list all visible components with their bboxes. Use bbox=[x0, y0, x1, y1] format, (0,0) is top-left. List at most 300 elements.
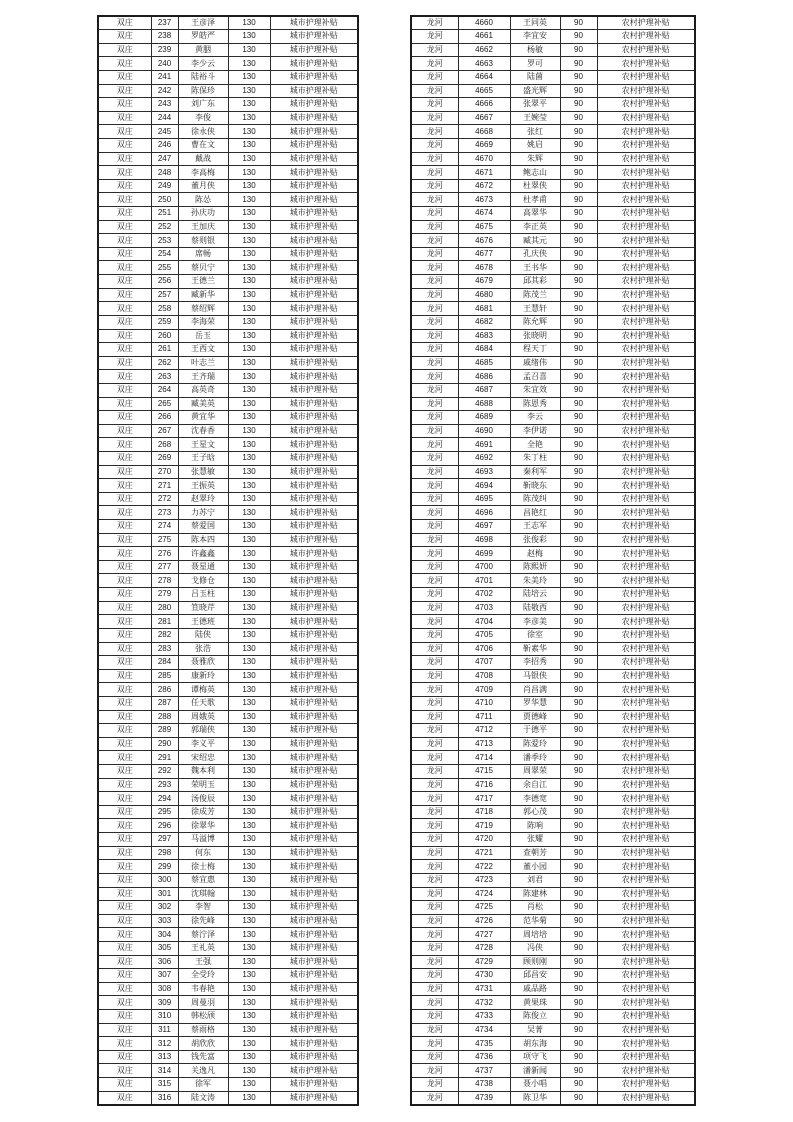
cell-amount: 130 bbox=[228, 737, 270, 751]
cell-amount: 90 bbox=[560, 465, 597, 479]
cell-amount: 130 bbox=[228, 724, 270, 738]
cell-subsidy-type: 城市护理补贴 bbox=[270, 1023, 358, 1037]
table-row bbox=[98, 860, 358, 874]
cell-location: 龙河 bbox=[411, 315, 458, 329]
cell-number: 278 bbox=[151, 574, 178, 588]
cell-number: 4688 bbox=[458, 397, 510, 411]
cell-number: 4711 bbox=[458, 710, 510, 724]
cell-amount: 130 bbox=[228, 615, 270, 629]
cell-subsidy-type: 农村护理补贴 bbox=[597, 901, 695, 915]
cell-amount: 130 bbox=[228, 70, 270, 84]
table-row bbox=[411, 329, 695, 343]
cell-amount: 130 bbox=[228, 138, 270, 152]
table-row bbox=[98, 397, 358, 411]
cell-location: 龙河 bbox=[411, 765, 458, 779]
cell-amount: 130 bbox=[228, 315, 270, 329]
cell-subsidy-type: 城市护理补贴 bbox=[270, 438, 358, 452]
cell-name: 戚品路 bbox=[510, 982, 560, 996]
cell-amount: 130 bbox=[228, 996, 270, 1010]
cell-name: 郭瑞侠 bbox=[178, 724, 228, 738]
cell-location: 龙河 bbox=[411, 193, 458, 207]
cell-name: 力苏宁 bbox=[178, 506, 228, 520]
table-row bbox=[98, 819, 358, 833]
table-row bbox=[411, 873, 695, 887]
cell-number: 4705 bbox=[458, 628, 510, 642]
cell-subsidy-type: 农村护理补贴 bbox=[597, 411, 695, 425]
cell-location: 龙河 bbox=[411, 792, 458, 806]
cell-location: 龙河 bbox=[411, 520, 458, 534]
cell-location: 双庄 bbox=[98, 615, 151, 629]
cell-name: 王礼英 bbox=[178, 941, 228, 955]
cell-location: 双庄 bbox=[98, 941, 151, 955]
cell-subsidy-type: 城市护理补贴 bbox=[270, 98, 358, 112]
cell-location: 双庄 bbox=[98, 696, 151, 710]
cell-number: 237 bbox=[151, 16, 178, 30]
cell-number: 4675 bbox=[458, 220, 510, 234]
cell-name: 陆文涛 bbox=[178, 1091, 228, 1105]
cell-number: 4684 bbox=[458, 343, 510, 357]
table-row bbox=[98, 805, 358, 819]
cell-amount: 130 bbox=[228, 397, 270, 411]
cell-name: 谭梅英 bbox=[178, 683, 228, 697]
cell-amount: 90 bbox=[560, 833, 597, 847]
cell-name: 杨敏 bbox=[510, 43, 560, 57]
cell-location: 双庄 bbox=[98, 383, 151, 397]
cell-location: 龙河 bbox=[411, 615, 458, 629]
cell-number: 4678 bbox=[458, 261, 510, 275]
cell-location: 龙河 bbox=[411, 601, 458, 615]
table-row bbox=[98, 356, 358, 370]
cell-amount: 130 bbox=[228, 370, 270, 384]
table-row bbox=[98, 887, 358, 901]
cell-amount: 90 bbox=[560, 125, 597, 139]
cell-number: 4719 bbox=[458, 819, 510, 833]
cell-location: 双庄 bbox=[98, 1037, 151, 1051]
cell-location: 双庄 bbox=[98, 955, 151, 969]
cell-number: 275 bbox=[151, 533, 178, 547]
cell-subsidy-type: 城市护理补贴 bbox=[270, 383, 358, 397]
cell-location: 龙河 bbox=[411, 547, 458, 561]
table-row bbox=[98, 220, 358, 234]
table-row bbox=[98, 411, 358, 425]
cell-name: 顾则刚 bbox=[510, 955, 560, 969]
cell-amount: 90 bbox=[560, 452, 597, 466]
cell-subsidy-type: 城市护理补贴 bbox=[270, 601, 358, 615]
cell-name: 曹在文 bbox=[178, 138, 228, 152]
cell-number: 289 bbox=[151, 724, 178, 738]
cell-amount: 90 bbox=[560, 683, 597, 697]
cell-location: 双庄 bbox=[98, 560, 151, 574]
table-row bbox=[411, 683, 695, 697]
cell-subsidy-type: 城市护理补贴 bbox=[270, 30, 358, 44]
cell-location: 双庄 bbox=[98, 1078, 151, 1092]
cell-subsidy-type: 农村护理补贴 bbox=[597, 479, 695, 493]
cell-name: 陈保珍 bbox=[178, 84, 228, 98]
cell-number: 4697 bbox=[458, 520, 510, 534]
cell-amount: 130 bbox=[228, 465, 270, 479]
cell-name: 李智 bbox=[178, 901, 228, 915]
cell-location: 双庄 bbox=[98, 533, 151, 547]
cell-name: 岳玉 bbox=[178, 329, 228, 343]
cell-amount: 90 bbox=[560, 424, 597, 438]
cell-name: 康新玲 bbox=[178, 669, 228, 683]
cell-subsidy-type: 农村护理补贴 bbox=[597, 1091, 695, 1105]
cell-number: 4661 bbox=[458, 30, 510, 44]
cell-name: 戚绪伟 bbox=[510, 356, 560, 370]
cell-subsidy-type: 城市护理补贴 bbox=[270, 57, 358, 71]
cell-number: 288 bbox=[151, 710, 178, 724]
cell-subsidy-type: 城市护理补贴 bbox=[270, 1009, 358, 1023]
cell-number: 4674 bbox=[458, 207, 510, 221]
cell-name: 臧其元 bbox=[510, 234, 560, 248]
cell-subsidy-type: 城市护理补贴 bbox=[270, 792, 358, 806]
cell-location: 双庄 bbox=[98, 656, 151, 670]
cell-name: 全受玲 bbox=[178, 969, 228, 983]
table-row bbox=[98, 261, 358, 275]
table-row bbox=[411, 941, 695, 955]
table-row bbox=[411, 1050, 695, 1064]
cell-name: 席畅 bbox=[178, 247, 228, 261]
rural-nursing-subsidy-table bbox=[410, 15, 696, 1106]
cell-name: 靳素华 bbox=[510, 642, 560, 656]
table-row bbox=[411, 70, 695, 84]
table-row bbox=[98, 751, 358, 765]
table-row bbox=[98, 873, 358, 887]
cell-number: 290 bbox=[151, 737, 178, 751]
cell-number: 4689 bbox=[458, 411, 510, 425]
table-row bbox=[411, 778, 695, 792]
cell-subsidy-type: 城市护理补贴 bbox=[270, 560, 358, 574]
cell-number: 4680 bbox=[458, 288, 510, 302]
cell-amount: 130 bbox=[228, 941, 270, 955]
cell-number: 4704 bbox=[458, 615, 510, 629]
cell-subsidy-type: 城市护理补贴 bbox=[270, 969, 358, 983]
table-row bbox=[98, 506, 358, 520]
cell-location: 双庄 bbox=[98, 710, 151, 724]
cell-number: 279 bbox=[151, 588, 178, 602]
cell-location: 双庄 bbox=[98, 547, 151, 561]
cell-amount: 90 bbox=[560, 805, 597, 819]
cell-number: 4712 bbox=[458, 724, 510, 738]
table-body bbox=[98, 16, 358, 1105]
cell-number: 4667 bbox=[458, 111, 510, 125]
cell-subsidy-type: 农村护理补贴 bbox=[597, 166, 695, 180]
cell-number: 4717 bbox=[458, 792, 510, 806]
cell-amount: 90 bbox=[560, 1037, 597, 1051]
cell-amount: 90 bbox=[560, 1009, 597, 1023]
cell-name: 程天丁 bbox=[510, 343, 560, 357]
cell-subsidy-type: 农村护理补贴 bbox=[597, 438, 695, 452]
cell-amount: 90 bbox=[560, 914, 597, 928]
cell-name: 肖昌满 bbox=[510, 683, 560, 697]
cell-location: 龙河 bbox=[411, 1009, 458, 1023]
cell-location: 双庄 bbox=[98, 819, 151, 833]
cell-name: 王加庆 bbox=[178, 220, 228, 234]
cell-subsidy-type: 城市护理补贴 bbox=[270, 343, 358, 357]
cell-location: 双庄 bbox=[98, 737, 151, 751]
table-row bbox=[98, 982, 358, 996]
cell-name: 聂星通 bbox=[178, 560, 228, 574]
cell-name: 王西文 bbox=[178, 343, 228, 357]
table-row bbox=[411, 628, 695, 642]
table-row bbox=[98, 152, 358, 166]
table-row bbox=[411, 16, 695, 30]
cell-location: 双庄 bbox=[98, 234, 151, 248]
cell-location: 龙河 bbox=[411, 833, 458, 847]
table-row bbox=[98, 179, 358, 193]
cell-subsidy-type: 农村护理补贴 bbox=[597, 520, 695, 534]
cell-amount: 130 bbox=[228, 547, 270, 561]
table-row bbox=[98, 288, 358, 302]
cell-location: 双庄 bbox=[98, 914, 151, 928]
cell-location: 龙河 bbox=[411, 275, 458, 289]
cell-amount: 90 bbox=[560, 642, 597, 656]
table-row bbox=[411, 642, 695, 656]
cell-subsidy-type: 城市护理补贴 bbox=[270, 737, 358, 751]
table-row bbox=[411, 438, 695, 452]
table-row bbox=[98, 70, 358, 84]
cell-name: 董小园 bbox=[510, 860, 560, 874]
cell-name: 臧新华 bbox=[178, 288, 228, 302]
cell-amount: 90 bbox=[560, 166, 597, 180]
cell-subsidy-type: 城市护理补贴 bbox=[270, 152, 358, 166]
cell-name: 黄胭 bbox=[178, 43, 228, 57]
cell-amount: 130 bbox=[228, 57, 270, 71]
cell-name: 马银侠 bbox=[510, 669, 560, 683]
cell-subsidy-type: 农村护理补贴 bbox=[597, 982, 695, 996]
table-row bbox=[98, 125, 358, 139]
table-row bbox=[98, 710, 358, 724]
table-row bbox=[98, 43, 358, 57]
cell-number: 300 bbox=[151, 873, 178, 887]
table-row bbox=[98, 696, 358, 710]
cell-name: 肖松 bbox=[510, 901, 560, 915]
cell-name: 蔡宜惠 bbox=[178, 873, 228, 887]
cell-amount: 90 bbox=[560, 560, 597, 574]
cell-location: 龙河 bbox=[411, 819, 458, 833]
cell-subsidy-type: 农村护理补贴 bbox=[597, 819, 695, 833]
cell-location: 龙河 bbox=[411, 588, 458, 602]
cell-name: 张晓明 bbox=[510, 329, 560, 343]
table-row bbox=[98, 492, 358, 506]
cell-subsidy-type: 城市护理补贴 bbox=[270, 669, 358, 683]
cell-name: 叶志兰 bbox=[178, 356, 228, 370]
cell-number: 4723 bbox=[458, 873, 510, 887]
cell-name: 余自江 bbox=[510, 778, 560, 792]
cell-amount: 90 bbox=[560, 492, 597, 506]
cell-location: 双庄 bbox=[98, 57, 151, 71]
cell-name: 张红 bbox=[510, 125, 560, 139]
cell-location: 龙河 bbox=[411, 805, 458, 819]
cell-location: 双庄 bbox=[98, 30, 151, 44]
cell-subsidy-type: 农村护理补贴 bbox=[597, 397, 695, 411]
cell-name: 罗皓严 bbox=[178, 30, 228, 44]
cell-amount: 90 bbox=[560, 438, 597, 452]
cell-amount: 90 bbox=[560, 751, 597, 765]
cell-name: 高英奇 bbox=[178, 383, 228, 397]
cell-subsidy-type: 城市护理补贴 bbox=[270, 1078, 358, 1092]
cell-location: 双庄 bbox=[98, 601, 151, 615]
cell-location: 龙河 bbox=[411, 424, 458, 438]
cell-number: 283 bbox=[151, 642, 178, 656]
table-row bbox=[98, 207, 358, 221]
cell-location: 双庄 bbox=[98, 1064, 151, 1078]
cell-number: 272 bbox=[151, 492, 178, 506]
cell-amount: 130 bbox=[228, 1023, 270, 1037]
cell-subsidy-type: 农村护理补贴 bbox=[597, 765, 695, 779]
cell-location: 双庄 bbox=[98, 465, 151, 479]
table-row bbox=[411, 315, 695, 329]
cell-subsidy-type: 城市护理补贴 bbox=[270, 261, 358, 275]
cell-subsidy-type: 城市护理补贴 bbox=[270, 833, 358, 847]
cell-subsidy-type: 城市护理补贴 bbox=[270, 356, 358, 370]
cell-name: 陆菌 bbox=[510, 70, 560, 84]
cell-name: 朱丁柱 bbox=[510, 452, 560, 466]
cell-name: 钱先富 bbox=[178, 1050, 228, 1064]
cell-subsidy-type: 农村护理补贴 bbox=[597, 383, 695, 397]
cell-amount: 90 bbox=[560, 397, 597, 411]
cell-amount: 90 bbox=[560, 43, 597, 57]
cell-subsidy-type: 农村护理补贴 bbox=[597, 1023, 695, 1037]
table-row bbox=[411, 901, 695, 915]
cell-location: 双庄 bbox=[98, 683, 151, 697]
cell-number: 316 bbox=[151, 1091, 178, 1105]
cell-subsidy-type: 城市护理补贴 bbox=[270, 533, 358, 547]
cell-subsidy-type: 城市护理补贴 bbox=[270, 941, 358, 955]
cell-name: 杜孝甫 bbox=[510, 193, 560, 207]
cell-name: 徐先峰 bbox=[178, 914, 228, 928]
cell-number: 4708 bbox=[458, 669, 510, 683]
cell-number: 298 bbox=[151, 846, 178, 860]
cell-amount: 130 bbox=[228, 805, 270, 819]
cell-subsidy-type: 农村护理补贴 bbox=[597, 111, 695, 125]
cell-name: 许鑫鑫 bbox=[178, 547, 228, 561]
cell-location: 龙河 bbox=[411, 70, 458, 84]
cell-amount: 130 bbox=[228, 43, 270, 57]
cell-location: 双庄 bbox=[98, 125, 151, 139]
cell-amount: 130 bbox=[228, 356, 270, 370]
cell-amount: 90 bbox=[560, 179, 597, 193]
cell-subsidy-type: 城市护理补贴 bbox=[270, 1064, 358, 1078]
table-row bbox=[411, 969, 695, 983]
cell-amount: 130 bbox=[228, 1050, 270, 1064]
cell-number: 4662 bbox=[458, 43, 510, 57]
cell-number: 4707 bbox=[458, 656, 510, 670]
cell-name: 刘广东 bbox=[178, 98, 228, 112]
cell-subsidy-type: 城市护理补贴 bbox=[270, 547, 358, 561]
cell-amount: 130 bbox=[228, 873, 270, 887]
cell-amount: 90 bbox=[560, 819, 597, 833]
cell-location: 双庄 bbox=[98, 166, 151, 180]
cell-amount: 90 bbox=[560, 1050, 597, 1064]
cell-name: 蔡爱国 bbox=[178, 520, 228, 534]
cell-number: 302 bbox=[151, 901, 178, 915]
table-row bbox=[98, 315, 358, 329]
cell-amount: 130 bbox=[228, 1009, 270, 1023]
cell-amount: 90 bbox=[560, 57, 597, 71]
cell-subsidy-type: 农村护理补贴 bbox=[597, 547, 695, 561]
cell-number: 257 bbox=[151, 288, 178, 302]
cell-name: 蔡则银 bbox=[178, 234, 228, 248]
cell-name: 关逸凡 bbox=[178, 1064, 228, 1078]
cell-number: 239 bbox=[151, 43, 178, 57]
cell-subsidy-type: 农村护理补贴 bbox=[597, 914, 695, 928]
table-row bbox=[98, 479, 358, 493]
cell-subsidy-type: 城市护理补贴 bbox=[270, 819, 358, 833]
cell-name: 沈琪翰 bbox=[178, 887, 228, 901]
cell-location: 双庄 bbox=[98, 846, 151, 860]
cell-number: 4660 bbox=[458, 16, 510, 30]
table-row bbox=[411, 479, 695, 493]
cell-name: 贾德峰 bbox=[510, 710, 560, 724]
cell-name: 陈怂 bbox=[178, 193, 228, 207]
cell-amount: 130 bbox=[228, 833, 270, 847]
cell-subsidy-type: 城市护理补贴 bbox=[270, 914, 358, 928]
table-row bbox=[98, 111, 358, 125]
cell-name: 徐军 bbox=[178, 1078, 228, 1092]
table-row bbox=[411, 152, 695, 166]
cell-location: 龙河 bbox=[411, 479, 458, 493]
cell-location: 龙河 bbox=[411, 683, 458, 697]
cell-subsidy-type: 农村护理补贴 bbox=[597, 179, 695, 193]
table-row bbox=[411, 1023, 695, 1037]
table-row bbox=[98, 996, 358, 1010]
cell-location: 双庄 bbox=[98, 343, 151, 357]
cell-number: 307 bbox=[151, 969, 178, 983]
cell-amount: 130 bbox=[228, 84, 270, 98]
cell-amount: 130 bbox=[228, 275, 270, 289]
cell-amount: 130 bbox=[228, 302, 270, 316]
cell-location: 双庄 bbox=[98, 315, 151, 329]
table-row bbox=[98, 343, 358, 357]
cell-name: 任天歌 bbox=[178, 696, 228, 710]
cell-amount: 90 bbox=[560, 969, 597, 983]
cell-amount: 130 bbox=[228, 683, 270, 697]
cell-amount: 90 bbox=[560, 941, 597, 955]
cell-number: 308 bbox=[151, 982, 178, 996]
cell-location: 双庄 bbox=[98, 982, 151, 996]
cell-subsidy-type: 农村护理补贴 bbox=[597, 737, 695, 751]
cell-name: 孙庆功 bbox=[178, 207, 228, 221]
cell-number: 4676 bbox=[458, 234, 510, 248]
cell-location: 双庄 bbox=[98, 969, 151, 983]
table-row bbox=[98, 792, 358, 806]
cell-location: 龙河 bbox=[411, 383, 458, 397]
cell-name: 陈茂兰 bbox=[510, 288, 560, 302]
cell-number: 4668 bbox=[458, 125, 510, 139]
cell-subsidy-type: 城市护理补贴 bbox=[270, 234, 358, 248]
cell-amount: 130 bbox=[228, 234, 270, 248]
table-row bbox=[411, 138, 695, 152]
cell-name: 赵翠玲 bbox=[178, 492, 228, 506]
cell-name: 陈允辉 bbox=[510, 315, 560, 329]
cell-number: 293 bbox=[151, 778, 178, 792]
cell-name: 鲍志山 bbox=[510, 166, 560, 180]
city-nursing-subsidy-table bbox=[97, 15, 359, 1106]
cell-amount: 130 bbox=[228, 601, 270, 615]
cell-amount: 90 bbox=[560, 1091, 597, 1105]
cell-number: 4696 bbox=[458, 506, 510, 520]
table-row bbox=[411, 247, 695, 261]
cell-number: 241 bbox=[151, 70, 178, 84]
cell-amount: 130 bbox=[228, 261, 270, 275]
cell-subsidy-type: 农村护理补贴 bbox=[597, 1064, 695, 1078]
cell-subsidy-type: 城市护理补贴 bbox=[270, 996, 358, 1010]
cell-location: 双庄 bbox=[98, 193, 151, 207]
cell-amount: 130 bbox=[228, 846, 270, 860]
cell-location: 双庄 bbox=[98, 207, 151, 221]
cell-location: 龙河 bbox=[411, 370, 458, 384]
